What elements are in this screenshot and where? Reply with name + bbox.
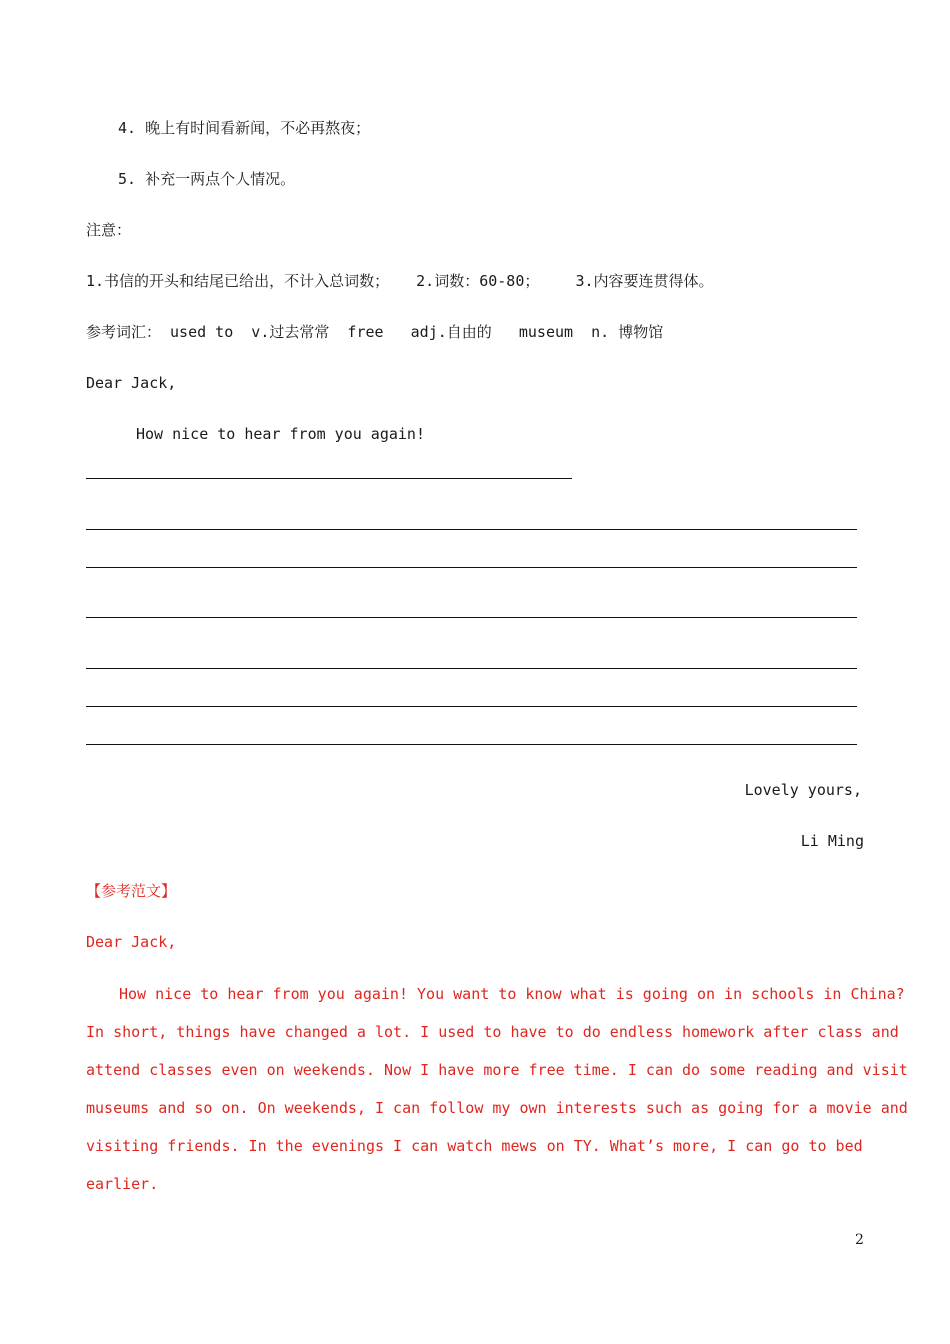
writing-line[interactable]: [86, 567, 857, 568]
sample-salutation: Dear Jack,: [86, 933, 177, 951]
vocabulary-reference: 参考词汇： used to v.过去常常 free adj.自由的 museum n. 博物馆: [86, 323, 664, 341]
writing-line-short[interactable]: [86, 478, 572, 479]
sample-essay-heading: 【参考范文】: [86, 882, 177, 900]
letter-closing: Lovely yours,: [744, 781, 862, 799]
writing-line[interactable]: [86, 617, 857, 618]
letter-salutation: Dear Jack,: [86, 374, 177, 392]
writing-line[interactable]: [86, 529, 857, 530]
requirement-item-5: 5. 补充一两点个人情况。: [118, 170, 296, 188]
notes-heading: 注意：: [86, 221, 132, 239]
sample-essay-line: earlier.: [86, 1175, 159, 1193]
writing-line[interactable]: [86, 668, 857, 669]
requirement-item-4: 4. 晚上有时间看新闻，不必再熬夜；: [118, 119, 371, 137]
sample-essay-line: In short, things have changed a lot. I used to have to do endless homework after class and: [86, 1023, 899, 1041]
letter-opening: How nice to hear from you again!: [136, 425, 425, 443]
sample-essay-line: attend classes even on weekends. Now I have more free time. I can do some reading and visit: [86, 1061, 908, 1079]
letter-signature: Li Ming: [800, 832, 864, 850]
writing-line[interactable]: [86, 744, 857, 745]
sample-essay-line: How nice to hear from you again! You want to know what is going on in schools in China?: [119, 985, 905, 1003]
writing-line[interactable]: [86, 706, 857, 707]
sample-essay-line: museums and so on. On weekends, I can follow my own interests such as going for a movie and: [86, 1099, 908, 1117]
page-number: 2: [855, 1232, 864, 1248]
sample-essay-line: visiting friends. In the evenings I can watch mews on TY. What’s more, I can go to bed: [86, 1137, 863, 1155]
notes-rules: 1.书信的开头和结尾已给出，不计入总词数； 2.词数：60-80； 3.内容要连贯得体。: [86, 272, 714, 290]
